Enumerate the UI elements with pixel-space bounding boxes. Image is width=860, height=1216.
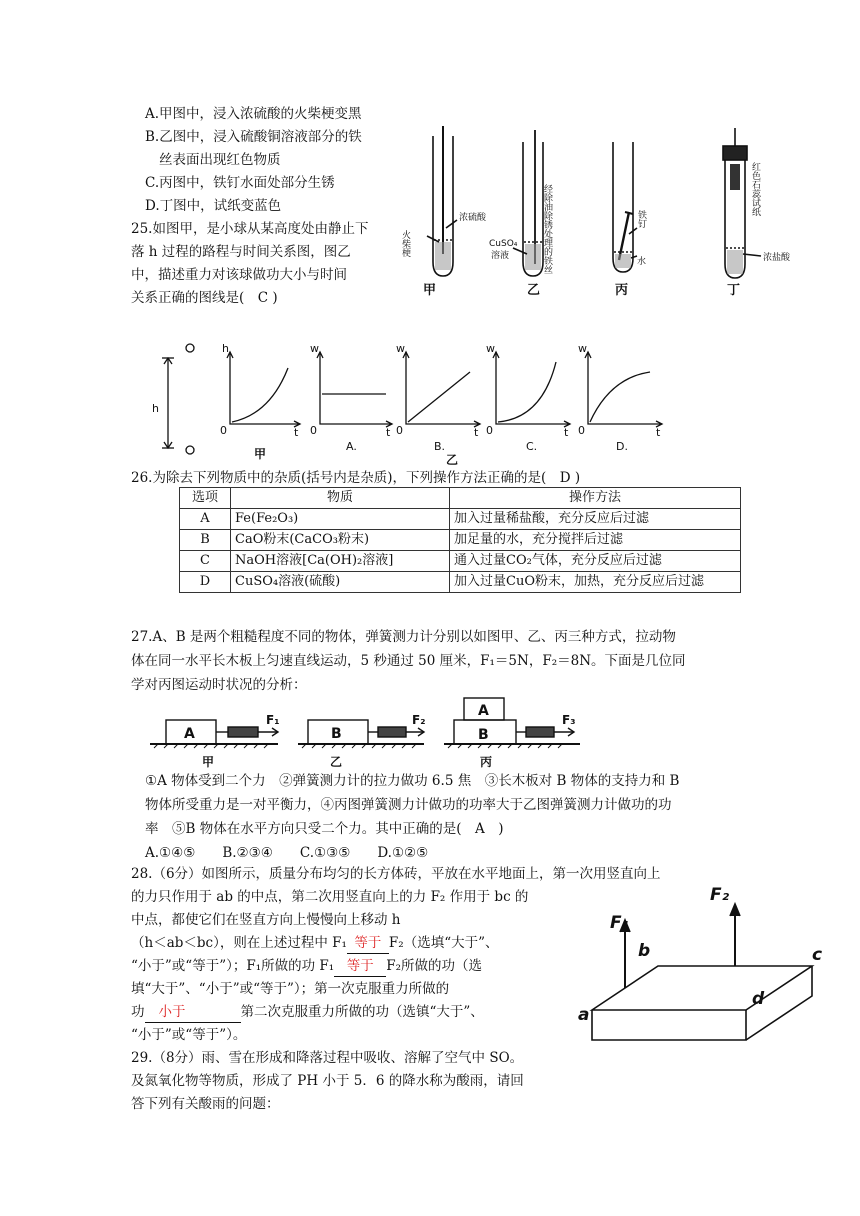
q27-analysis-1: ①A 物体受到二个力 ②弹簧测力计的拉力做功 6.5 焦 ③长木板对 B 物体的支持力和 B bbox=[145, 773, 680, 789]
answer-blank-3: 小于 bbox=[145, 1002, 241, 1023]
q28-line-1: 28.（6分）如图所示，质量分布均匀的长方体砖，平放在水平地面上，第一次用竖直向上 bbox=[131, 866, 661, 882]
label-graph-a: A. bbox=[346, 440, 357, 453]
cell-substance: CaO粉末(CaCO₃粉末) bbox=[231, 530, 450, 551]
label-zero-jia: 0 bbox=[220, 424, 227, 437]
label-iron-wire: 经除油除锈处理的铁丝 bbox=[542, 184, 552, 274]
q27-analysis-2: 物体所受重力是一对平衡力，④丙图弹簧测力计做功的功率大于乙图弹簧测力计做功的功 bbox=[145, 797, 672, 813]
label-graph-b: B. bbox=[434, 440, 446, 453]
label-cuso4: CuSO₄ bbox=[489, 239, 518, 249]
table-row bbox=[180, 509, 741, 530]
q28-line-5b: F₂所做的功（选 bbox=[386, 958, 482, 974]
q25-line-2: 落 h 过程的路程与时间关系图，图乙 bbox=[131, 244, 351, 260]
label-f2: F₂ bbox=[412, 713, 426, 727]
q28-line-7 bbox=[131, 1002, 484, 1023]
cell-method: 通入过量CO₂气体，充分反应后过滤 bbox=[450, 551, 741, 572]
label-c: c bbox=[812, 945, 823, 965]
label-h-axis: h bbox=[222, 342, 229, 355]
header-option: 选项 bbox=[180, 488, 231, 509]
q26-stem: 26.为除去下列物质中的杂质(括号内是杂质)，下列操作方法正确的是( D ) bbox=[131, 470, 581, 486]
spring-scale-yi bbox=[378, 727, 406, 737]
q27-analysis-3: 率 ⑤B 物体在水平方向只受二个力。其中正确的是( A ) bbox=[145, 821, 504, 837]
label-f1: F₁ bbox=[610, 913, 630, 933]
answer-blank-1: 等于 bbox=[347, 933, 389, 954]
label-t-c: t bbox=[564, 426, 569, 439]
test-tube-figure bbox=[400, 124, 795, 298]
label-b: b bbox=[638, 941, 651, 961]
label-w-b: w bbox=[396, 342, 405, 355]
q27-line-1: 27.A、B 是两个粗糙程度不同的物体，弹簧测力计分别以如图甲、乙、丙三种方式，拉动物 bbox=[131, 629, 676, 645]
label-graph-c: C. bbox=[526, 440, 538, 453]
q24-option-b: B.乙图中，浸入硫酸铜溶液部分的铁 bbox=[145, 129, 362, 145]
caption-ding: 丁 bbox=[727, 283, 741, 298]
q28-line-4 bbox=[131, 933, 499, 954]
table-header-row bbox=[180, 488, 741, 509]
q29-line-2: 及氮氧化物等物质，形成了 PH 小于 5．6 的降水称为酸雨，请回 bbox=[131, 1073, 524, 1089]
q29-line-1: 29.（8分）雨、雪在形成和降落过程中吸收、溶解了空气中 SO。 bbox=[131, 1050, 524, 1066]
caption-jia: 甲 bbox=[423, 283, 437, 298]
table-row bbox=[180, 572, 741, 593]
caption-bing: 丙 bbox=[615, 283, 629, 298]
q24-option-a: A.甲图中，浸入浓硫酸的火柴梗变黑 bbox=[145, 106, 362, 122]
litmus-paper bbox=[730, 164, 740, 190]
q28-line-5 bbox=[131, 956, 482, 977]
label-f2: F₂ bbox=[710, 885, 730, 905]
cell-option: A bbox=[180, 509, 231, 530]
q25-line-4: 关系正确的图线是( C ) bbox=[131, 290, 278, 306]
label-block-a-bing: A bbox=[478, 703, 489, 719]
label-cuso4-solution: 溶液 bbox=[491, 251, 510, 261]
label-zero-d: 0 bbox=[578, 424, 585, 437]
motion-graphs bbox=[150, 338, 670, 470]
q29-line-3: 答下列有关酸雨的问题： bbox=[131, 1096, 280, 1112]
q28-line-7b: 第二次克服重力所做的功（选镇“大于”、 bbox=[240, 1004, 484, 1020]
spring-scale-figure bbox=[150, 694, 590, 770]
label-block-a: A bbox=[184, 726, 195, 742]
stopper bbox=[723, 146, 747, 160]
label-conc-hcl: 浓盐酸 bbox=[763, 253, 791, 263]
label-t-d: t bbox=[656, 426, 661, 439]
cell-option: C bbox=[180, 551, 231, 572]
label-t-a: t bbox=[386, 426, 391, 439]
label-block-b: B bbox=[331, 726, 342, 742]
q27-line-3: 学对丙图运动时状况的分析： bbox=[131, 677, 307, 693]
label-water: 水 bbox=[637, 257, 647, 267]
brick-figure bbox=[578, 880, 828, 1060]
q28-line-3: 中点，都使它们在竖直方向上慢慢向上移动 h bbox=[131, 912, 401, 928]
cell-option: D bbox=[180, 572, 231, 593]
cell-substance: Fe(Fe₂O₃) bbox=[231, 509, 450, 530]
label-f1: F₁ bbox=[266, 713, 280, 727]
spring-scale-jia bbox=[228, 727, 258, 737]
label-conc-sulfuric-acid: 浓硫酸 bbox=[459, 213, 487, 223]
label-graph-jia: 甲 bbox=[254, 447, 267, 461]
label-block-b-bing: B bbox=[478, 727, 489, 743]
label-w-c: w bbox=[486, 342, 495, 355]
label-t-jia: t bbox=[294, 426, 299, 439]
q24-option-b-cont: 丝表面出现红色物质 bbox=[159, 152, 281, 168]
q28-line-4a: （h＜ab＜bc），则在上述过程中 F₁ bbox=[131, 935, 347, 951]
caption-bing: 丙 bbox=[480, 755, 493, 769]
label-litmus-paper: 红色石蕊试纸 bbox=[750, 162, 760, 216]
label-graph-d: D. bbox=[616, 440, 628, 453]
q25-line-1: 25.如图甲，是小球从某高度处由静止下 bbox=[131, 221, 369, 237]
q24-option-d: D.丁图中，试纸变蓝色 bbox=[145, 198, 282, 214]
label-a: a bbox=[578, 1005, 590, 1025]
q28-line-2: 的力只作用于 ab 的中点，第二次用竖直向上的力 F₂ 作用于 bc 的 bbox=[131, 889, 529, 905]
q28-line-4b: F₂（选填“大于”、 bbox=[388, 935, 499, 951]
q25-line-3: 中，描述重力对该球做功大小与时间 bbox=[131, 267, 347, 283]
label-w-a: w bbox=[310, 342, 319, 355]
spring-scale-bing bbox=[526, 727, 554, 737]
label-w-d: w bbox=[578, 342, 587, 355]
q28-line-6: 填“大于”、“小于”或“等于”）；第一次克服重力所做的 bbox=[131, 981, 450, 997]
label-f3: F₃ bbox=[562, 713, 576, 727]
label-t-b: t bbox=[474, 426, 479, 439]
table-row bbox=[180, 551, 741, 572]
cell-substance: NaOH溶液[Ca(OH)₂溶液] bbox=[231, 551, 450, 572]
q27-line-2: 体在同一水平长木板上匀速直线运动，5 秒通过 50 厘米，F₁＝5N，F₂＝8N。下面是几位同 bbox=[131, 653, 686, 669]
label-zero-b: 0 bbox=[396, 424, 403, 437]
label-zero-c: 0 bbox=[486, 424, 493, 437]
table-row bbox=[180, 530, 741, 551]
q24-option-c: C.丙图中，铁钉水面处部分生锈 bbox=[145, 175, 335, 191]
answer-blank-2: 等于 bbox=[334, 956, 386, 977]
caption-yi: 乙 bbox=[330, 755, 343, 769]
label-iron-nail: 铁钉 bbox=[636, 210, 646, 228]
cell-substance: CuSO₄溶液(硫酸) bbox=[231, 572, 450, 593]
brick-front-face bbox=[592, 1010, 746, 1040]
label-d: d bbox=[752, 989, 765, 1009]
q28-line-8: “小于”或“等于”）。 bbox=[131, 1027, 247, 1043]
label-zero-a: 0 bbox=[310, 424, 317, 437]
caption-jia: 甲 bbox=[202, 755, 215, 769]
q28-line-7a: 功 bbox=[131, 1004, 145, 1020]
caption-yi: 乙 bbox=[527, 283, 541, 298]
cell-method: 加入过量稀盐酸，充分反应后过滤 bbox=[450, 509, 741, 530]
header-substance: 物质 bbox=[231, 488, 450, 509]
cell-method: 加足量的水，充分搅拌后过滤 bbox=[450, 530, 741, 551]
q26-table bbox=[179, 487, 741, 593]
label-h-ball: h bbox=[152, 402, 159, 415]
header-method: 操作方法 bbox=[450, 488, 741, 509]
q27-choices: A.①④⑤ B.②③④ C.①③⑤ D.①②⑤ bbox=[145, 845, 429, 861]
cell-method: 加入过量CuO粉末，加热，充分反应后过滤 bbox=[450, 572, 741, 593]
cell-option: B bbox=[180, 530, 231, 551]
label-graph-yi: 乙 bbox=[446, 453, 459, 467]
q28-line-5a: “小于”或“等于”）；F₁所做的功 F₁ bbox=[131, 958, 335, 974]
label-matchstick: 火柴梗 bbox=[400, 230, 410, 257]
